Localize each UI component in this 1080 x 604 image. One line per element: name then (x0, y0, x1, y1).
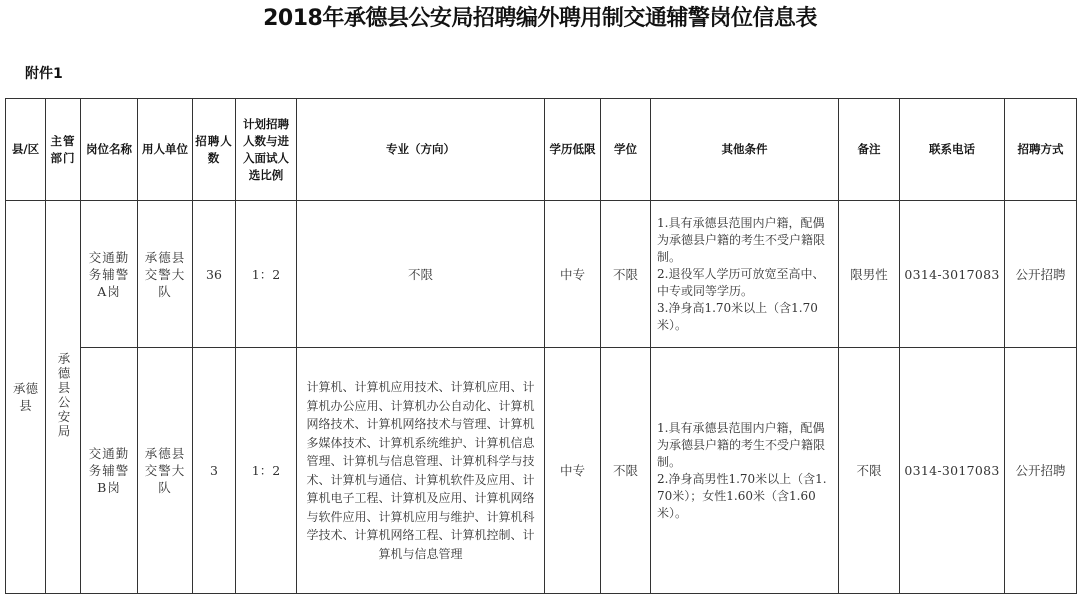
employer-cell: 承德县交警大队 (138, 348, 193, 594)
degree-cell: 不限 (601, 348, 651, 594)
phone-cell: 0314-3017083 (900, 201, 1005, 348)
position-info-table (5, 98, 1077, 594)
header-department: 主管部门 (46, 99, 81, 201)
ratio-cell: 1：2 (236, 348, 297, 594)
header-ratio: 计划招聘人数与进入面试人选比例 (236, 99, 297, 201)
remark-cell: 限男性 (839, 201, 900, 348)
condition-item: 3.净身高1.70米以上（含1.70米）。 (657, 300, 818, 332)
header-method: 招聘方式 (1005, 99, 1077, 201)
condition-item: 2.净身高男性1.70米以上（含1.70米）；女性1.60米（含1.60米）。 (657, 471, 827, 520)
method-cell: 公开招聘 (1005, 201, 1077, 348)
headcount-cell: 3 (193, 348, 236, 594)
header-remark: 备注 (839, 99, 900, 201)
degree-cell: 不限 (601, 201, 651, 348)
header-major: 专业（方向） (297, 99, 545, 201)
headcount-cell: 36 (193, 201, 236, 348)
condition-item: 1.具有承德县范围内户籍，配偶为承德县户籍的考生不受户籍限制。 (657, 215, 826, 264)
header-education: 学历低限 (545, 99, 601, 201)
phone-cell: 0314-3017083 (900, 348, 1005, 594)
table-row (6, 201, 1077, 348)
header-employer: 用人单位 (138, 99, 193, 201)
other-conditions-cell (651, 348, 839, 594)
header-other-conditions: 其他条件 (651, 99, 839, 201)
table-header-row (6, 99, 1077, 201)
remark-cell: 不限 (839, 348, 900, 594)
education-cell: 中专 (545, 348, 601, 594)
other-conditions-cell (651, 201, 839, 348)
position-cell: 交通勤务辅警A岗 (81, 201, 138, 348)
position-cell: 交通勤务辅警B岗 (81, 348, 138, 594)
header-headcount: 招聘人数 (193, 99, 236, 201)
header-county: 县/区 (6, 99, 46, 201)
education-cell: 中专 (545, 201, 601, 348)
condition-item: 2.退役军人学历可放宽至高中、中专或同等学历。 (657, 266, 825, 298)
table-row (6, 348, 1077, 594)
department-cell: 承德县公安局 (46, 201, 81, 594)
header-phone: 联系电话 (900, 99, 1005, 201)
condition-item: 1.具有承德县范围内户籍，配偶为承德县户籍的考生不受户籍限制。 (657, 420, 826, 469)
document-title: 2018年承德县公安局招聘编外聘用制交通辅警岗位信息表 (263, 6, 817, 31)
header-degree: 学位 (601, 99, 651, 201)
major-cell: 不限 (297, 201, 545, 348)
attachment-label: 附件1 (25, 66, 63, 82)
method-cell: 公开招聘 (1005, 348, 1077, 594)
county-cell: 承德县 (6, 201, 46, 594)
ratio-cell: 1：2 (236, 201, 297, 348)
employer-cell: 承德县交警大队 (138, 201, 193, 348)
header-position: 岗位名称 (81, 99, 138, 201)
major-cell: 计算机、计算机应用技术、计算机应用、计算机办公应用、计算机办公自动化、计算机网络技术、计算机网络技术与管理、计算机多媒体技术、计算机系统维护、计算机信息管理、计算机与信息管理、计算机科学与技术、计算机与通信、计算机软件及应用、计算机电子工程、计算机及应用、计算机网络与软件应用、计算机应用与维护、计算机科学技术、计算机网络工程、计算机控制、计算机与信息管理 (297, 348, 545, 594)
